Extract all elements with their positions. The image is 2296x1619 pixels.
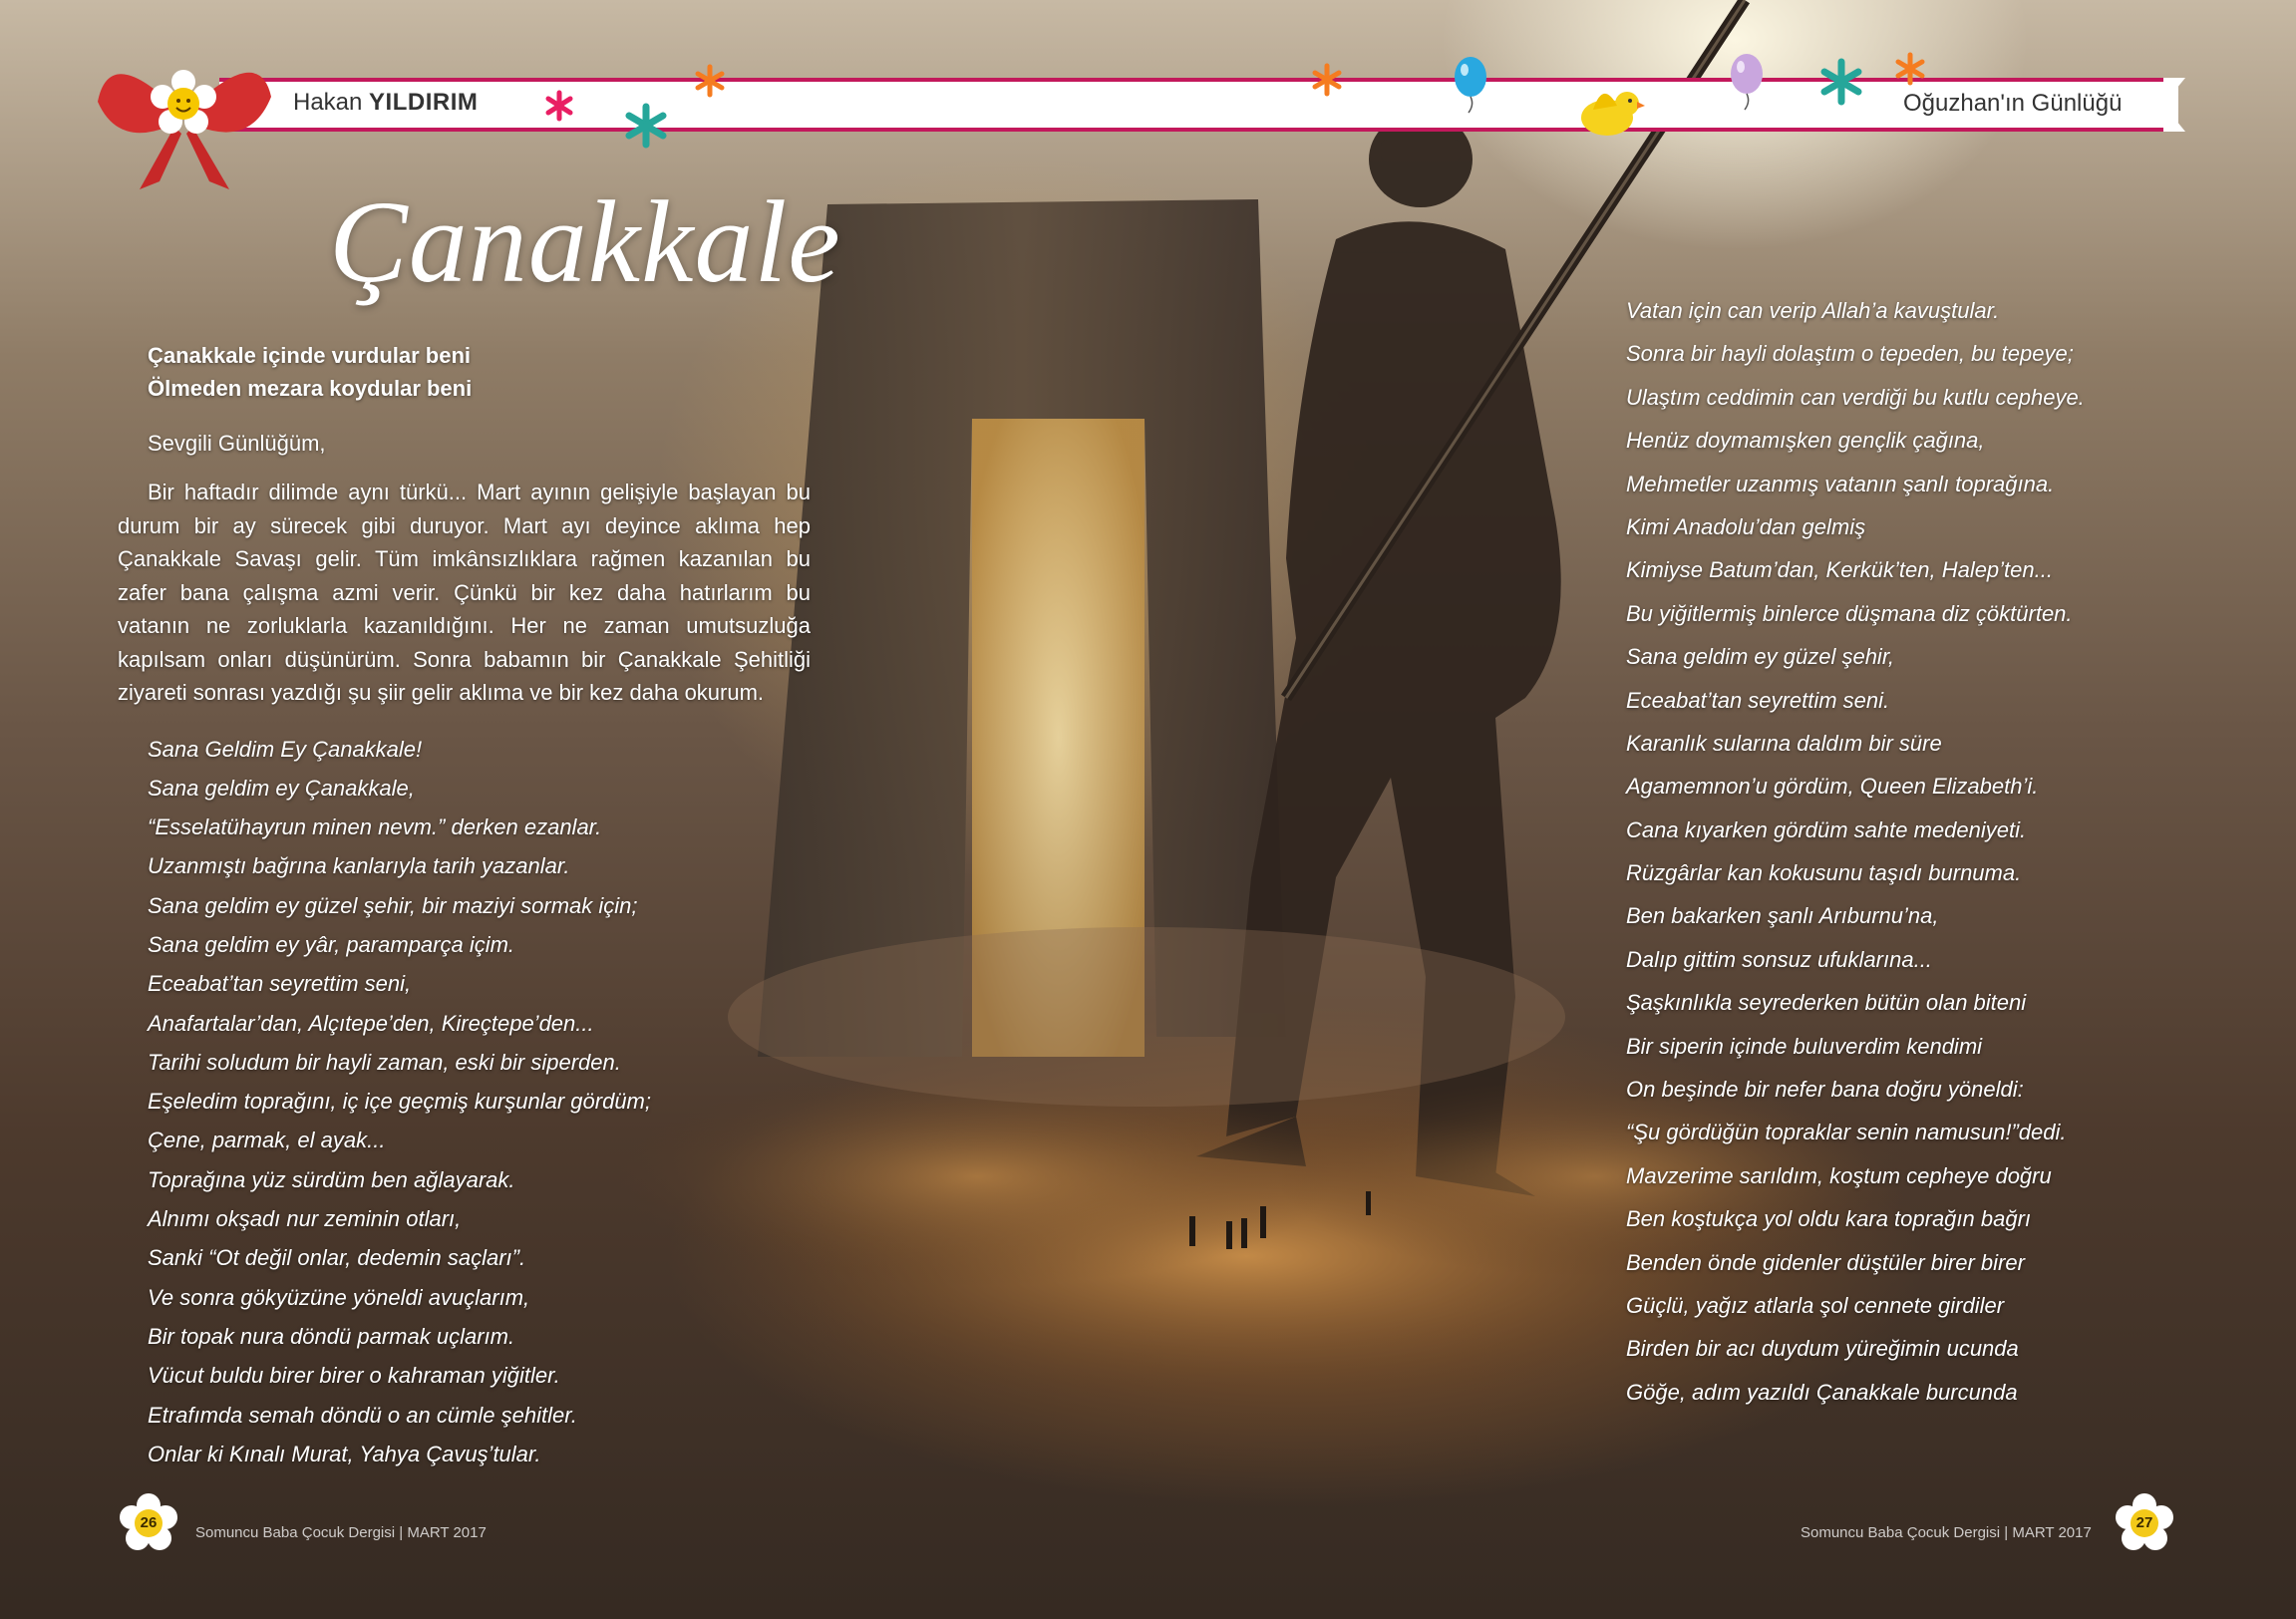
poem-line: Rüzgârlar kan kokusunu taşıdı burnuma. [1626,860,2022,886]
teal-asterisk-flower-icon [623,103,669,149]
teal-asterisk-flower-icon [1817,58,1865,106]
poem-line: Cana kıyarken gördüm sahte medeniyeti. [1626,816,2027,842]
poem-line: Anafartalar’dan, Alçıtepe’den, Kireçtepe’den... [148,1010,594,1036]
epigraph [148,339,811,405]
poem-line: Kimi Anadolu’dan gelmiş [1626,513,1866,539]
poem-line: On beşinde bir nefer bana doğru yöneldi: [1626,1077,2024,1103]
poem-line: Sana Geldim Ey Çanakkale! [148,736,423,762]
poem-line: Karanlık sularına daldım bir süre [1626,730,1942,756]
poem-left [148,730,811,1474]
poem-line: Göğe, adım yazıldı Çanakkale burcunda [1626,1379,2018,1405]
poem-line: Mavzerime sarıldım, koştum cepheye doğru [1626,1162,2052,1188]
orange-asterisk-flower-icon [1892,51,1928,87]
greeting: Sevgili Günlüğüm, [148,431,326,456]
poem-line: Sana geldim ey güzel şehir, [1626,644,1895,670]
article-title: Çanakkale [329,176,841,307]
poem-line: Güçlü, yağız atlarla şol cennete girdiler [1626,1292,2005,1318]
poem-line: Vatan için can verip Allah’a kavuştular. [1626,298,2000,323]
poem-line: Onlar ki Kınalı Murat, Yahya Çavuş’tular. [148,1441,541,1466]
footer-left: Somuncu Baba Çocuk Dergisi | MART 2017 [195,1524,487,1541]
poem-line: Ulaştım ceddimin can verdiği bu kutlu cepheye. [1626,384,2085,410]
left-column [118,339,811,1473]
red-bow-with-smiley-flower-icon [90,42,279,191]
poem-right [1626,289,2085,1414]
orange-asterisk-flower-icon [1309,62,1345,98]
poem-line: Çene, parmak, el ayak... [148,1128,386,1153]
page-number-left: 26 [118,1492,179,1554]
poem-line: Ben bakarken şanlı Arıburnu’na, [1626,903,1939,929]
poem-line: Vücut buldu birer birer o kahraman yiğitler. [148,1363,560,1389]
lilac-balloon-icon [1727,52,1767,112]
poem-line: Henüz doymamışken gençlik çağına, [1626,428,1985,454]
poem-line: Birden bir acı duydum yüreğimin ucunda [1626,1336,2019,1362]
poem-line: Ben koştukça yol oldu kara toprağın bağrı [1626,1206,2032,1232]
poem-line: Sana geldim ey Çanakkale, [148,775,415,801]
author-name: Hakan YILDIRIM [293,89,479,116]
poem-line: Uzanmıştı bağrına kanlarıyla tarih yazanlar. [148,853,570,879]
blue-balloon-icon [1451,55,1490,115]
poem-line: Benden önde gidenler düştüler birer birer [1626,1249,2025,1275]
page-number-right: 27 [2114,1492,2175,1554]
poem-line: “Şu gördüğün topraklar senin namusun!”dedi. [1626,1120,2067,1145]
header-bar-ribbon-end [2163,78,2185,132]
poem-line: Alnımı okşadı nur zeminin otları, [148,1206,462,1232]
body-paragraph: Bir haftadır dilimde aynı türkü... Mart ayının gelişiyle başlayan bu durum bir ay sürecek gibi duruyor. Mart ayı deyince aklıma hep Çanakkale Savaşı gelir. Tüm imkânsızlıklara rağmen kazanılan bu zafer bana çalışma azmi verir. Çünkü bir kez daha hatırlarım bu vatanın ne zorluklarla kazanıldığını. Her ne zaman umutsuzluğa kapılsam onları düşünürüm. Sonra babamın bir Çanakkale Şehitliği ziyareti sonrası yazdığı şu şiir gelir aklıma ve bir kez daha okurum. [118,480,811,705]
poem-line: Şaşkınlıkla seyrederken bütün olan biteni [1626,990,2027,1016]
section-title: Oğuzhan'ın Günlüğü [1903,90,2123,117]
poem-line: Eceabat’tan seyrettim seni, [148,971,412,997]
poem-line: Tarihi soludum bir hayli zaman, eski bir siperden. [148,1049,621,1075]
poem-line: Mehmetler uzanmış vatanın şanlı toprağına. [1626,471,2055,496]
poem-line: Sana geldim ey güzel şehir, bir maziyi sormak için; [148,892,638,918]
poem-line: Eşeledim toprağını, iç içe geçmiş kurşunlar gördüm; [148,1089,651,1115]
poem-line: Ve sonra gökyüzüne yöneldi avuçlarım, [148,1284,530,1310]
poem-line: Sonra bir hayli dolaştım o tepeden, bu tepeye; [1626,341,2074,367]
poem-line: “Esselatühayrun minen nevm.” derken ezanlar. [148,814,602,840]
pink-asterisk-flower-icon [543,90,575,122]
poem-line: Bu yiğitlermiş binlerce düşmana diz çöktürten. [1626,600,2073,626]
header-bar [219,78,2178,132]
epigraph-line: Ölmeden mezara koydular beni [148,376,473,401]
poem-line: Etrafımda semah döndü o an cümle şehitler. [148,1402,577,1428]
poem-line: Sana geldim ey yâr, paramparça içim. [148,931,515,957]
poem-line: Eceabat’tan seyrettim seni. [1626,687,1890,713]
epigraph-line: Çanakkale içinde vurdular beni [148,343,472,368]
poem-line: Bir topak nura döndü parmak uçlarım. [148,1323,515,1349]
orange-asterisk-flower-icon [692,63,728,99]
poem-line: Dalıp gittim sonsuz ufuklarına... [1626,946,1932,972]
poem-line: Toprağına yüz sürdüm ben ağlayarak. [148,1166,515,1192]
poem-line: Kimiyse Batum’dan, Kerkük’ten, Halep’ten... [1626,557,2053,583]
yellow-bird-icon [1573,80,1645,142]
poem-line: Bir siperin içinde buluverdim kendimi [1626,1033,1983,1059]
footer-right: Somuncu Baba Çocuk Dergisi | MART 2017 [1801,1524,2092,1541]
poem-line: Sanki “Ot değil onlar, dedemin saçları”. [148,1245,526,1271]
poem-line: Agamemnon’u gördüm, Queen Elizabeth’i. [1626,774,2039,800]
